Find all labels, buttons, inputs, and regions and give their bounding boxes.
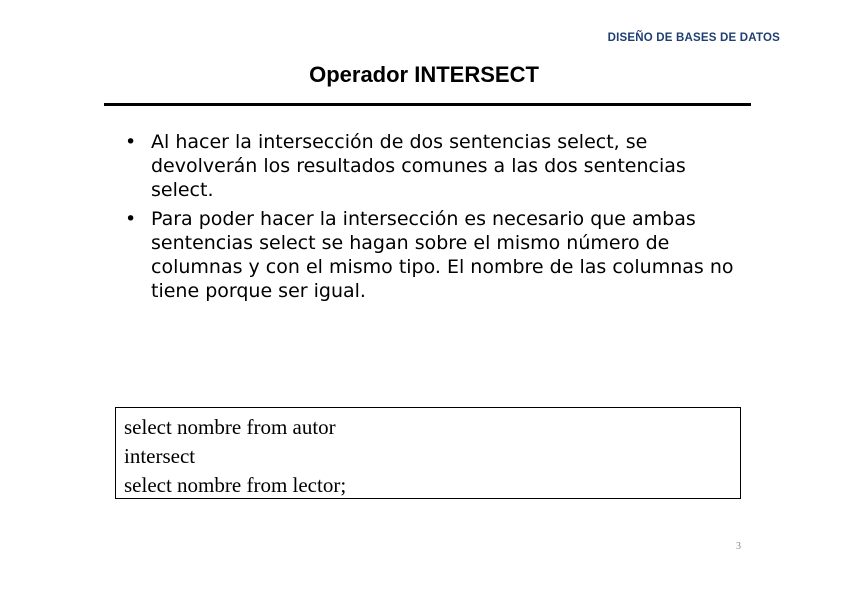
slide-title: Operador INTERSECT: [309, 62, 539, 87]
sql-code-box: [115, 407, 741, 499]
title-divider: [104, 103, 751, 106]
bullet-item: [125, 207, 735, 303]
page-number: 3: [736, 541, 741, 552]
bullet-marker: •: [125, 131, 137, 153]
section-header: DISEÑO DE BASES DE DATOS: [607, 32, 780, 44]
code-line: intersect: [124, 444, 196, 468]
bullet-list: [125, 130, 735, 308]
bullet-text: Para poder hacer la intersección es necesario que ambas sentencias select se hagan sobre el mismo número de columnas y con el mismo tipo. El nombre de las columnas no tiene porque ser igual.: [151, 208, 734, 302]
bullet-marker: •: [125, 208, 137, 230]
code-line: select nombre from lector;: [124, 473, 347, 497]
bullet-item: [125, 130, 735, 202]
bullet-text: Al hacer la intersección de dos sentencias select, se devolverán los resultados comunes a las dos sentencias select.: [151, 131, 686, 201]
code-line: select nombre from autor: [124, 415, 336, 439]
